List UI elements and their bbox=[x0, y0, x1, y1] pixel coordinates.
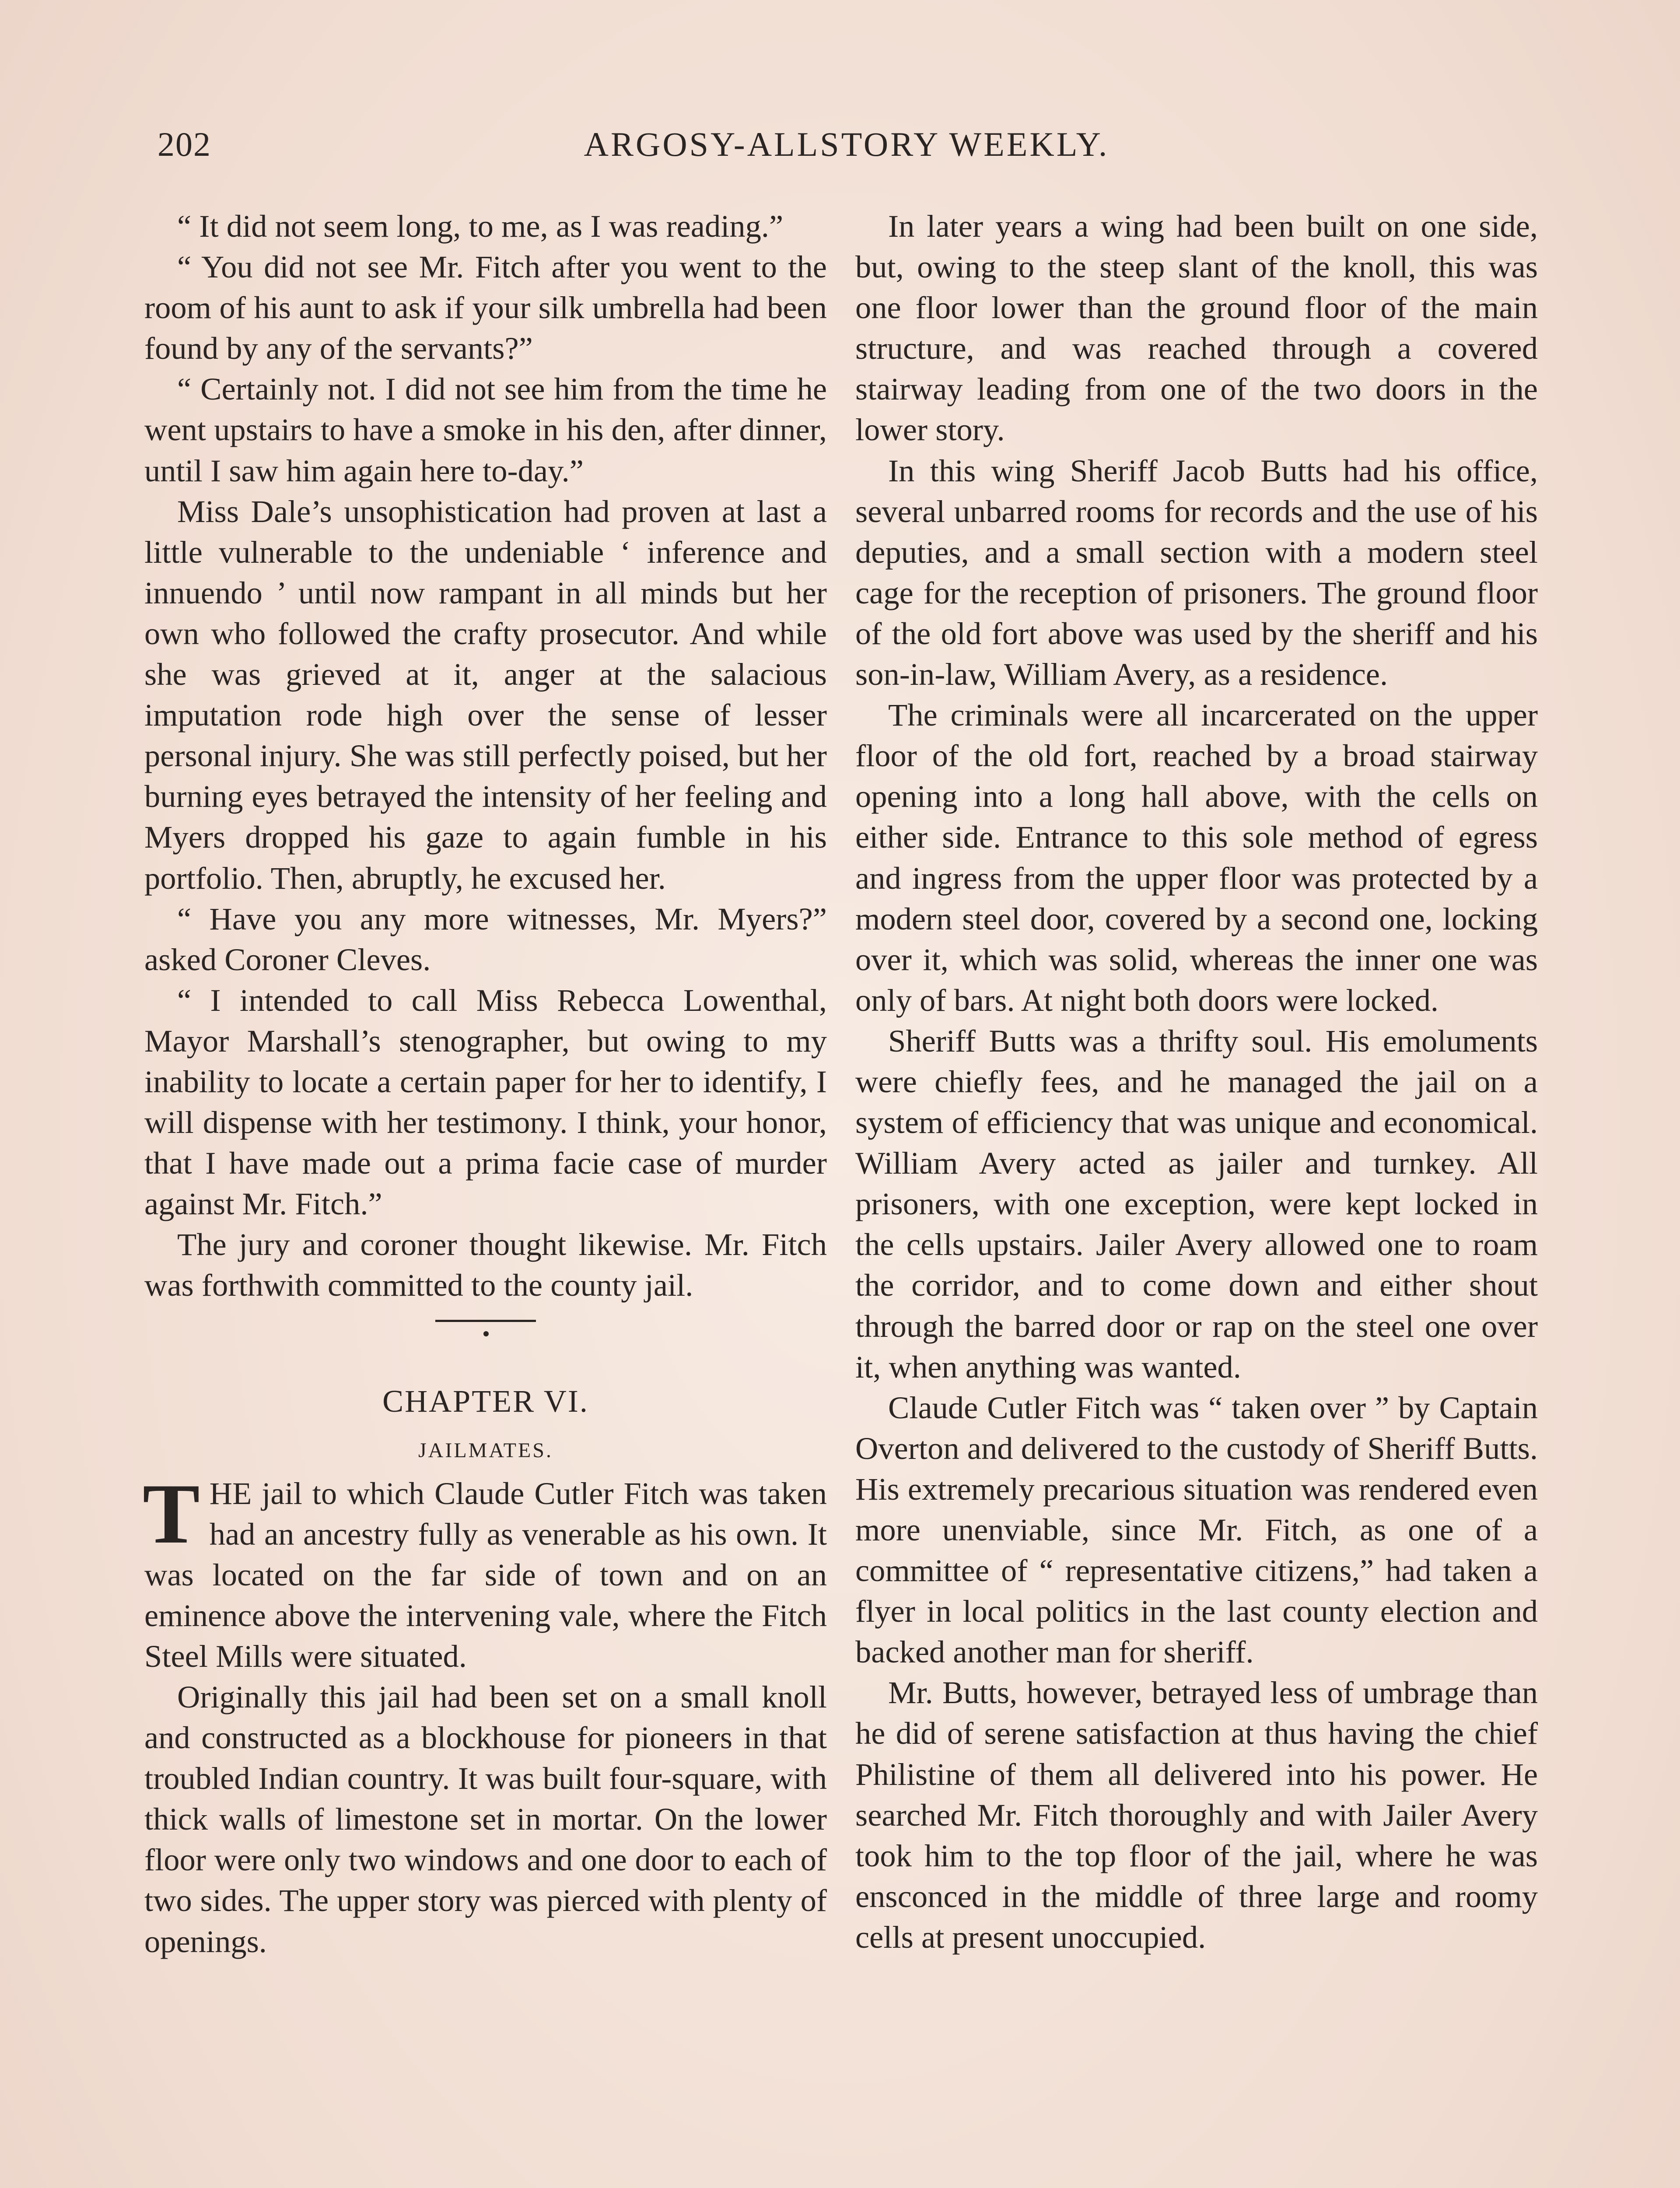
body-paragraph: Claude Cutler Fitch was “ taken over ” by Captain Overton and delivered to the custody of Sheriff Butts. His extremely precarious situation was rendered even more unenviable, since Mr. Fitch, as one of a committee of “ representative citizens,” had taken a flyer in local politics in the last county election and backed another man for sheriff. bbox=[855, 1389, 1538, 1670]
body-paragraph: Miss Dale’s unsophistication had proven at last a little vulnerable to the undeniable ‘ inference and innuendo ’ until now rampant in all minds but her own who followed the crafty prosecutor. And while she was grieved at it, anger at the salacious imputation rode high over the sense of lesser personal injury. She was still perfectly poised, but her burning eyes betrayed the intensity of her feeling and Myers dropped his gaze to again fumble in his portfolio. Then, abruptly, he excused her. bbox=[144, 493, 827, 896]
body-paragraph: Mr. Butts, however, betrayed less of umbrage than he did of serene satisfaction at thus having the chief Philistine of them all delivered into his power. He searched Mr. Fitch thoroughly and with Jailer Avery took him to the top floor of the jail, where he was ensconced in the middle of three large and roomy cells at present unoccupied. bbox=[855, 1675, 1538, 1955]
page-number: 202 bbox=[158, 125, 211, 163]
section-divider bbox=[144, 1306, 827, 1387]
opening-text: HE jail to which Claude Cutler Fitch was taken had an ancestry fully as venerable as his own. It was located on the far side of town and on an eminence above the intervening vale, where the Fitch Steel Mills were situated. bbox=[144, 1475, 827, 1674]
divider-dot bbox=[483, 1331, 489, 1336]
body-paragraph: The criminals were all incarcerated on the upper floor of the old fort, reached by a broad stairway opening into a long hall above, with the cells on either side. Entrance to this sole method of egress and ingress from the upper floor was protected by a modern steel door, covered by a second one, locking over it, which was solid, whereas the inner one was only of bars. At night both doors were locked. bbox=[855, 697, 1538, 1018]
chapter-title: CHAPTER VI. bbox=[382, 1383, 589, 1419]
running-head: ARGOSY-ALLSTORY WEEKLY. bbox=[584, 125, 1110, 163]
left-column bbox=[144, 206, 827, 1962]
page-header bbox=[158, 125, 1536, 177]
right-column bbox=[855, 206, 1538, 1957]
body-paragraph: In this wing Sheriff Jacob Butts had his office, several unbarred rooms for records and the use of his deputies, and a small section with a modern steel cage for the reception of prisoners. The ground floor of the old fort above was used by the sheriff and his son-in-law, William Avery, as a residence. bbox=[855, 452, 1538, 692]
body-paragraph: “ I intended to call Miss Rebecca Lowenthal, Mayor Marshall’s stenographer, but owing to my inability to locate a certain paper for her to identify, I will dispense with her testimony. I think, your honor, that I have made out a prima facie case of murder against Mr. Fitch.” bbox=[144, 982, 827, 1222]
body-paragraph: In later years a wing had been built on one side, but, owing to the steep slant of the knoll, this was one floor lower than the ground floor of the main structure, and was reached through a covered stairway leading from one of the two doors in the lower story. bbox=[855, 208, 1538, 448]
body-paragraph: Originally this jail had been set on a small knoll and constructed as a blockhouse for pioneers in that troubled Indian country. It was built four-square, with thick walls of limestone set in mortar. On the lower floor were only two windows and one door to each of two sides. The upper story was pierced with plenty of openings. bbox=[144, 1679, 827, 1959]
body-paragraph: “ It did not seem long, to me, as I was reading.” bbox=[177, 208, 784, 244]
chapter-opening-paragraph bbox=[143, 1466, 827, 1676]
drop-cap: T bbox=[143, 1466, 200, 1561]
chapter-subtitle: JAILMATES. bbox=[418, 1438, 553, 1462]
body-paragraph: “ You did not see Mr. Fitch after you went to the room of his aunt to ask if your silk umbrella had been found by any of the servants?” bbox=[144, 249, 827, 366]
body-paragraph: “ Certainly not. I did not see him from the time he went upstairs to have a smoke in his den, after dinner, until I saw him again here to-day.” bbox=[144, 371, 827, 488]
body-paragraph: “ Have you any more witnesses, Mr. Myers?” asked Coroner Cleves. bbox=[144, 901, 827, 977]
body-paragraph: The jury and coroner thought likewise. Mr. Fitch was forthwith committed to the county jail. bbox=[144, 1227, 827, 1303]
divider-rule bbox=[435, 1320, 536, 1322]
body-paragraph: Sheriff Butts was a thrifty soul. His emoluments were chiefly fees, and he managed the jail on a system of efficiency that was unique and economical. William Avery acted as jailer and turnkey. All prisoners, with one exception, were kept locked in the cells upstairs. Jailer Avery allowed one to roam the corridor, and to come down and either shout through the barred door or rap on the steel one over it, when anything was wanted. bbox=[855, 1023, 1538, 1385]
